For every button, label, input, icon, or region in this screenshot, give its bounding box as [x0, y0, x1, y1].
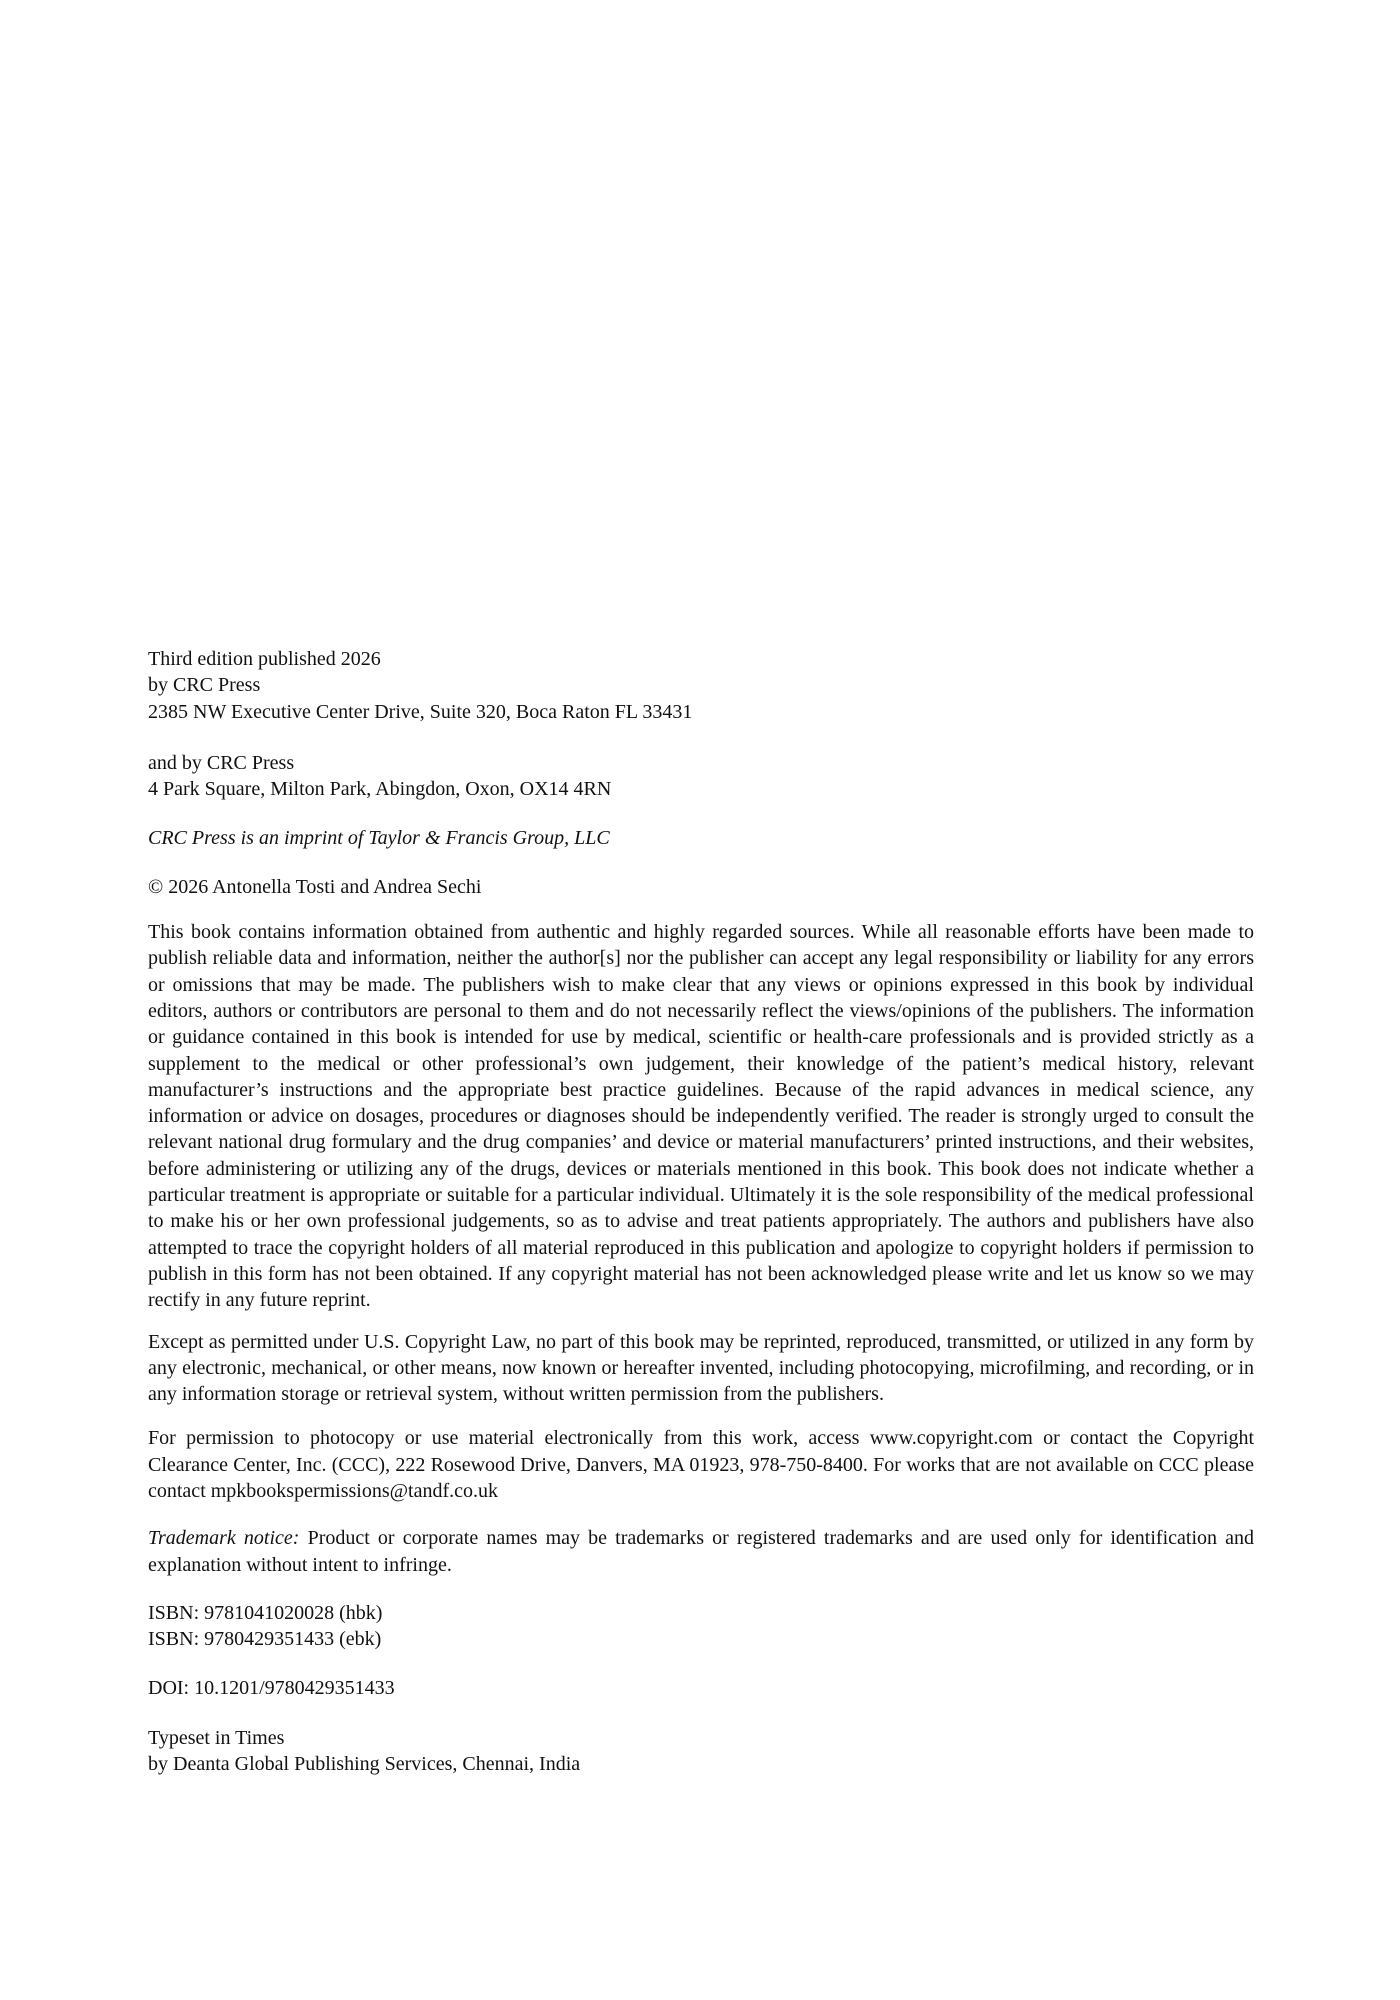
isbn-hbk: ISBN: 9781041020028 (hbk)	[148, 1601, 383, 1624]
trademark-text: Product or corporate names may be trademarks or registered trademarks and are used only for identification and explanation without intent to infringe.	[148, 1527, 1255, 1576]
permissions-block	[148, 1425, 1254, 1504]
trademark-paragraph	[148, 1525, 1254, 1578]
doi-line: DOI: 10.1201/9780429351433	[148, 1676, 395, 1699]
copyright-line: © 2026 Antonella Tosti and Andrea Sechi	[148, 875, 482, 898]
publisher-address-us: 2385 NW Executive Center Drive, Suite 320, Boca Raton FL 33431	[148, 700, 693, 723]
typeset-line: Typeset in Times	[148, 1726, 285, 1749]
edition-publisher-block	[148, 646, 1254, 725]
imprint-notice: CRC Press is an imprint of Taylor & Francis Group, LLC	[148, 827, 610, 850]
disclaimer-paragraph: This book contains information obtained from authentic and highly regarded sources. While all reasonable efforts have been made to publish reliable data and information, neither the author[s] nor the publisher can accept any legal responsibility or liability for any errors or omissions that may be made. The publishers wish to make clear that any views or opinions expressed in this book by individual editors, authors or contributors are personal to them and do not necessarily reflect the views/opinions of the publishers. The information or guidance contained in this book is intended for use by medical, scientific or health-care professionals and is provided strictly as a supplement to the medical or other professional’s own judgement, their knowledge of the patient’s medical history, relevant manufacturer’s instructions and the appropriate best practice guidelines. Because of the rapid advances in medical science, any information or advice on dosages, procedures or diagnoses should be independently verified. The reader is strongly urged to consult the relevant national drug formulary and the drug companies’ and device or material manufacturers’ printed instructions, and their websites, before administering or utilizing any of the drugs, devices or materials mentioned in this book. This book does not indicate whether a particular treatment is appropriate or suitable for a particular individual. Ultimately it is the sole responsibility of the medical professional to make his or her own professional judgements, so as to advise and treat patients appropriately. The authors and publishers have also attempted to trace the copyright holders of all material reproduced in this publication and apologize to copyright holders if permission to publish in this form has not been obtained. If any copyright material has not been acknowledged please write and let us know so we may rectify in any future reprint.	[148, 921, 1254, 1312]
disclaimer-block	[148, 919, 1254, 1313]
edition-line: Third edition published 2026	[148, 648, 381, 670]
publisher-line-uk: and by CRC Press	[148, 751, 295, 774]
copyright-block	[148, 874, 1254, 900]
imprint-content	[148, 646, 1254, 1777]
doi-block	[148, 1675, 1254, 1701]
imprint-notice-block	[148, 825, 1254, 851]
uk-publisher-block	[148, 750, 1254, 803]
isbn-block	[148, 1600, 1254, 1653]
trademark-label: Trademark notice:	[148, 1527, 300, 1550]
trademark-block	[148, 1525, 1254, 1578]
rights-paragraph: Except as permitted under U.S. Copyright Law, no part of this book may be reprinted, reproduced, transmitted, or utilized in any form by any electronic, mechanical, or other means, now known or hereafter invented, including photocopying, microfilming, and recording, or in any information storage or retrieval system, without written permission from the publishers.	[148, 1330, 1254, 1406]
typeset-block	[148, 1725, 1254, 1778]
permissions-paragraph: For permission to photocopy or use material electronically from this work, access www.copyright.com or contact the Copyright Clearance Center, Inc. (CCC), 222 Rosewood Drive, Danvers, MA 01923, 978-750-8400. For works that are not available on CCC please contact mpkbookspermissions@tandf.co.uk	[148, 1427, 1254, 1503]
rights-block	[148, 1329, 1254, 1408]
publisher-line: by CRC Press	[148, 674, 261, 697]
isbn-ebk: ISBN: 9780429351433 (ebk)	[148, 1628, 382, 1651]
typeset-service-line: by Deanta Global Publishing Services, Chennai, India	[148, 1753, 581, 1776]
publisher-address-uk: 4 Park Square, Milton Park, Abingdon, Oxon, OX14 4RN	[148, 778, 612, 801]
